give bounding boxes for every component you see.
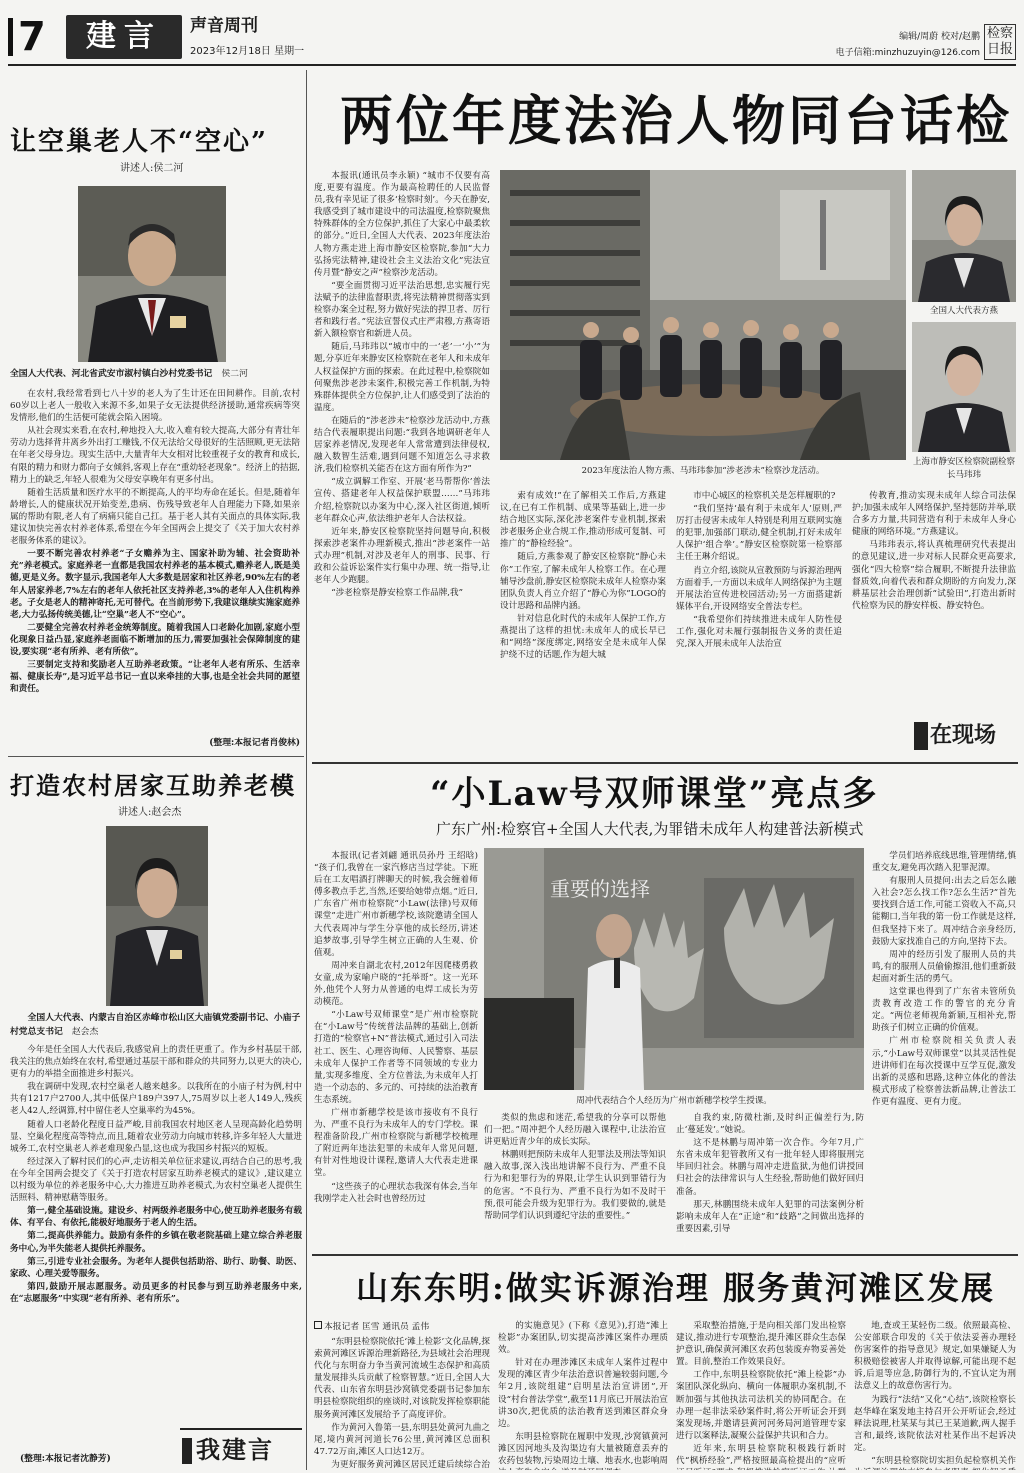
dongming-paragraph: 近年来,东明县检察院积极践行新时代“枫桥经验”,严格按照最高检提出的“应听 [676, 1443, 846, 1467]
portrait-fang-yan [912, 170, 1016, 302]
article2-portrait [106, 826, 208, 1006]
article2-point: 第二,提高供养能力。鼓励有条件的乡镇在敬老院基础上建立综合养老服务中心,为半失能老人提供托养服务。 [10, 1231, 302, 1254]
article1-paragraph: 随着生活质量和医疗水平的不断提高,人的平均寿命在延长。但是,随着年龄增长,人的健康状况开始变差,患病、伤残导致老年人自理能力下降,如果亲属的帮助有限,老人有了病痛只能自己扛。基于老人其有关面点的具体实际,我建议加快完善农村养老体系,希望在今年全国两会上提交了《关于加大农村养老服务体系的建议》。 [10, 487, 300, 547]
dongming-paragraph: 为践行“法结”又化“心结”,该院检察长赵华峰在案发地主持召开公开听证会,经过释法说理,杜某某与其已王某道歉,两人握手言和,最终,该院依法对杜某作出不起诉决定。 [854, 1394, 1016, 1453]
article2-point: 第三,引进专业社会服务。为老年人提供包括助浴、助行、助餐、助医、家政、心理关爱等服务。 [10, 1256, 302, 1279]
article1-point: 二要健全完善农村养老金统筹制度。随着我国人口老龄化加剧,家庭小型化现象日益凸显,家庭养老面临不断增加的压力,需要加强社会保障制度的建设,要实现“老有所养、老有所依”。 [10, 622, 300, 657]
column-divider [306, 70, 307, 1470]
dongming-paragraph: 东明县检察院在履职中发现,沙窝镇黄河滩区因河地头及沟渠边有大量被随意丢弃的农药包装物,污染周边土壤、地表水,也影响周 [498, 1431, 668, 1467]
dongming-paragraph: “东明县检察院依托‘滩上检影’文化品牌,探索黄河滩区诉源治理新路径,为县域社会治理现代化与东明奋力争当黄河流域生态保护和高质量发展排头兵贡献了检察智慧。”近日,全国人大代表、山东省东明县沙窝镇党委副书记参加东明县检察院组织的座谈时,对该院发挥检察职能服务黄河滩区发展给予了高度评价。 [314, 1337, 490, 1420]
lead-paragraph: “涉老检察是静安检察工作品牌,我” [331, 588, 464, 599]
lead-paragraph: “我们坚持‘最有利于未成年人’原则,严厉打击侵害未成年人特别是利用互联网实施的犯罪,加强部门联动,健全机制,打好未成年人保护‘组合拳’。”静安区检察院第一检察部主任王琳介绍说。 [676, 504, 842, 563]
caption-title: 全国人大代表、内蒙古自治区赤峰市松山区大庙镇党委副书记、小庙子村党总支书记 [10, 1013, 301, 1037]
lead-paragraph: “成立调解工作室、开展‘老马帮帮你’普法宣传、搭建老年人权益保护联盟……”马玮玮介绍,检察院以办案为中心,深入社区街道,倾听老年群众心声,依法维护老年人合法权益。 [314, 477, 490, 524]
lead-paragraph: 针对信息化时代的未成年人保护工作,方燕提出了这样的担忧:未成年人的成长早已和“网络”深度绑定,网络安全是未成年人保护绕不过的话题,作为超大城 [500, 613, 666, 661]
page-number: 7 [18, 14, 46, 60]
law-col-1 [314, 850, 478, 1250]
article2-paragraph: 今年是任全国人大代表后,我感觉肩上的责任更重了。作为乡村基层干部,我关注的焦点始终在农村,希望通过基层干部和群众的共同努力,以更大的决心,更有力的举措全面推进乡村振兴。 [10, 1045, 302, 1080]
article1-portrait [78, 186, 226, 362]
lead-title: 两位年度法治人物同台话检 [340, 90, 1012, 152]
caption-title: 全国人大代表、河北省武安市淑村镇白沙村党委书记 [10, 369, 213, 379]
masthead-rule [8, 64, 1016, 66]
law-paragraph: 周冲来自湖北农村,2012年因爬楼勇救女童,成为家喻户晓的“托举哥”。这一光环外,他凭个人努力从普通的电焊工成长为劳动模范。 [314, 960, 478, 1008]
dongming-paragraph: 地,查或王某轻伤二级。依照最高检、公安部联合印发的《关于依法妥善办理轻伤害案件的指导意见》规定,如果嫌疑人为积极赔偿被害人并取得谅解,可能出现不起诉,后退等应急,防御行为的,不宜认定为刑法意义上的故意伤害行为。 [854, 1321, 1016, 1392]
portrait2-caption: 上海市静安区检察院副检察长马玮玮 [912, 457, 1015, 480]
law-subtitle: 广东广州:检察官+全国人大代表,为罪错未成年人构建普法新模式 [436, 820, 864, 838]
law-classroom-photo [484, 848, 864, 1090]
wojianyan-banner [180, 1428, 302, 1468]
law-col-3 [676, 1112, 864, 1250]
dongming-paragraph: 工作中,东明县检察院依托“滩上检影”办案团队深化纵向、横向一体履职办案机制,不断加强与其他执法司法机关的协同配合。在办理一起非法采砂案件时,将公开听证会开到案发现场,并邀请县黄河河务局河道管理专家进行以案释法,凝聚公益保护共识和合力。 [676, 1370, 846, 1441]
divider [312, 762, 1018, 764]
law-col-4 [872, 850, 1016, 1250]
lead-photo-caption: 2023年度法治人物方燕、马玮玮参加“涉老涉未”检察沙龙活动。 [581, 466, 825, 476]
lead-paragraph: 传教育,推动实现未成年人综合司法保护;加强未成年人网络保护,坚持惩防并举,联合多方力量,共同营造有利于未成年人身心健康的网络环境。”方燕建议。 [852, 491, 1016, 538]
lead-paragraph: 本报讯(通讯员李永颖) “城市不仅要有高度,更要有温度。作为最高检聘任的人民监督员,我有幸见证了很多‘检察时刻’。今天在静安,我感受到了城市建设中的司法温度,检察院聚焦特殊群体的全方位保护,抓住了大家心中最柔软的部分。”近日,全国人大代表、2023年度法治人物方燕走进上海市静安区检察院,参加“大力弘扬宪法精神,建设社会主义法治文化”宪法宣传月暨“静安之声”检察沙龙活动。 [314, 171, 490, 278]
lead-col-3 [500, 490, 666, 762]
portrait-fang-yan-image [912, 170, 1016, 302]
lead-paragraph: 马玮玮表示,将认真梳理研究代表提出的意见建议,进一步对标人民群众更高要求,强化“四大检察”综合履职,不断提升法律监督质效,向着代表和群众期盼的方向发力,深耕基层社会治理创新“试验田”,打造出新时代检察为民的静安样板、静安特色。 [852, 540, 1016, 611]
dongming-paragraph: 作为黄河入鲁第一县,东明县处黄河九曲之尾,境内黄河河道长76公里,黄河滩区总面积47.72万亩,滩区人口达12万。 [314, 1422, 490, 1457]
article2-point: 第四,鼓励开展志愿服务。动员更多的村民参与到互助养老服务中来,在“志愿服务”中实现“老有所养、老有所乐”。 [10, 1281, 302, 1304]
law-paragraph: 那天,林鹏围绕未成年人犯罪的司法案例分析影响未成年人在“正途”和“歧路”之间做出选择的重要因素,引导 [676, 1199, 864, 1234]
law-paragraph: 周冲的经历引发了服刑人员的共鸣,有的服刑人员偷偷擦泪,他们重新鼓起面对新生活的勇气。 [872, 949, 1016, 984]
board-text: 重要的选择 [550, 877, 650, 901]
article2-point: 第一,健全基础设施。建设乡、村两级养老服务中心,使互助养老服务有载体、有平台、有依托,能极好地服务于老人的生活。 [10, 1206, 302, 1229]
lead-paragraph: 近年来,静安区检察院坚持问题导向,积极探索涉老案件办理新模式,推出“涉老案件一站式办理”机制,对涉及老年人的刑事、民事、行政和公益诉讼案件实行集中办理、统一指导,让老年人少跑腿。 [314, 526, 490, 586]
law-col-2 [484, 1112, 666, 1250]
portrait1-caption: 全国人大代表方燕 [929, 306, 998, 316]
tag-box [914, 722, 928, 750]
law-paragraph: 这不是林鹏与周冲第一次合作。今年7月,广东省未成年犯管教所又有一批年轻人即将服刑完毕回归社会。林鹏与周冲走进监狱,为他们讲授回归社会的法律常识与人生经验,帮助他们做好回归准备。 [676, 1138, 864, 1197]
law-paragraph: 林鹏则把预防未成年人犯罪法及刑法等知识融入故事,深入浅出地讲解不良行为、严重不良行为和犯罪行为的界限,让学生认识到罪错行为的危害。“不良行为、严重不良行为如不及时干预,很可能会升级为犯罪行为。我们要做的,就是帮助同学们认识到遵纪守法的重要性。” [484, 1150, 666, 1221]
divider [312, 1254, 1018, 1256]
email-line: 电子信箱:minzhuzuyin@126.com [835, 48, 980, 58]
article2-photo-caption [10, 1011, 302, 1039]
dongming-paragraph: 针对在办理涉滩区未成年人案件过程中发现的滩区青少年法治意识普遍较弱问题,今年2月,该院组建“启明星法治宣讲团”,开设“村台普法学堂”,截至11月底已开展法治宣讲30次,把优质的法治教育送到滩区群众身边。 [498, 1358, 668, 1429]
salon-event-image [500, 170, 906, 460]
article1-paragraph: 从社会现实来看,在农村,种地投入大,收入难有较大提高,大部分有青壮年劳动力选择背井离乡外出打工赚钱,不仅无法给父母很好的生活照顾,更无法陪在年老父母身边。现实生活中,大量青年大女相对比较重视子女的教育和成长,有限的精力和财力都向子女倾斜,客观上存在“重幼轻老现象”。经济上的拮据,精力上的缺乏,年轻人很难为父母安享晚年有更多付出。 [10, 426, 300, 485]
byline-text: 本报记者 匡雪 通讯员 孟伟 [324, 1322, 430, 1332]
law-paragraph: “小Law号双师课堂”是广州市检察院在“小Law号”传统普法品牌的基础上,创新打造的“检察官+N”普法模式,通过引入司法社工、医生、心理咨询师、人民警察、基层未成年人保护工作者等不同领域的专业力量,实现多维度、全方位普法,为未成年人打造一个动态的、多元的、可持续的法治教育生态系统。 [314, 1010, 478, 1105]
law-title: “小Law号双师课堂”亮点多 [430, 774, 879, 814]
caption-name: 赵会杰 [71, 1027, 99, 1037]
publication-name: 声音周刊 [190, 16, 258, 36]
article1-title: 让空巢老人不“空心” [10, 127, 268, 157]
article2-paragraph: 我在调研中发现,农村空巢老人越来越多。以我所在的小庙子村为例,村中共有1217户2700人,其中低保户189户397人,75周岁以上老人149人,残疾老人42人,经调算,村中留住老人空巢率约为45%。 [10, 1082, 302, 1117]
masthead [0, 0, 1024, 70]
dongming-paragraph: 为更好服务黄河滩区居民迁建后续综合治 [331, 1459, 490, 1470]
article1-paragraph: 在农村,我经常看到七八十岁的老人为了生计还在田间耕作。目前,农村60岁以上老人一般收入来源不多,如果子女无法提供经济援助,通常疾病等突发情形,他们的生活便可能就会陷入困境。 [10, 389, 300, 424]
lead-col-1 [314, 170, 490, 762]
editors-line: 编辑/周蔚 校对/赵鹏 [899, 32, 980, 42]
law-paragraph: “这些孩子的心理状态我深有体会,当年我刚学走入社会时也曾经历过 [314, 1181, 478, 1204]
portrait-ma-weiwei-image [912, 322, 1016, 452]
lead-paragraph: 在随后的“涉老涉未”检察沙龙活动中,方燕结合代表履职提出问题:“我到各地调研老年人居家养老情况,发现老年人常常遭到法律侵权,融入数智生活难,遇到问题不知道怎么寻求救济,我们检察机关能否在这方面有所作为?” [314, 415, 490, 475]
lead-col-5 [852, 490, 1016, 712]
portrait-ma-weiwei [912, 322, 1016, 452]
article1-point: 三要制定支持和奖励老人互助养老政策。“让老年人老有所乐、生活幸福、健康长寿”,是习近平总书记一直以来牵挂的大事,也是全社会共同的愿望和责任。 [10, 660, 300, 695]
dongming-col-4 [854, 1320, 1016, 1470]
dongming-col-1 [314, 1336, 490, 1470]
zaixianchang-tag [912, 718, 1016, 754]
logo-text: 检察日报 [986, 26, 1013, 57]
dongming-paragraph: 的实施意见》(下称《意见》),打造“滩上检影”办案团队,切实提高涉滩区案件办理质效。 [498, 1321, 668, 1356]
lead-paragraph: “要全面贯彻习近平法治思想,忠实履行宪法赋予的法律监督职责,将宪法精神贯彻落实到检察办案全过程,努力做好宪法的捍卫者、厉行者和践行者。”宪法宣誓仪式庄严肃穆,方燕寄语新入额检察官和新进人员。 [314, 280, 490, 340]
caption-name: 侯二河 [221, 369, 248, 379]
dongming-paragraph: “东明县检察院切实担负起检察机关作 [871, 1456, 1016, 1467]
section-label: 建言 [66, 15, 182, 59]
article2-body [10, 1044, 302, 1428]
banner-mark [182, 1438, 192, 1464]
lead-paragraph: 随后,方燕参观了静安区检察院“静心未你”工作室,了解未成年人检察工作。在心理辅导沙盘前,静安区检察院未成年人检察办案团队负责人肖立介绍了“静心为你”LOGO的设计思路和品牌内涵。 [500, 552, 666, 611]
publication-date: 2023年12月18日 星期一 [190, 46, 305, 57]
law-paragraph: 有服刑人员提问:出去之后怎么融入社会?怎么找工作?怎么生活?”首先要找到合适工作,可能工资收入不高,只能糊口,当年我的第一份工作就是这样,但我坚持下来了。周冲结合亲身经历,鼓励大家找准自己的方向,坚持下去。 [872, 876, 1016, 947]
law-paragraph: 学员们培养底线思维,管理情绪,慎重交友,避免再次踏入犯罪泥潭。 [872, 851, 1016, 874]
article1-photo-caption [10, 367, 300, 381]
law-paragraph: 广州市新穗学校是该市接收有不良行为、严重不良行为未成年人的专门学校。课程准备阶段,广州市检察院与新穗学校梳理了附近两年违法犯罪的未成年人常见问题,有针对性地设计课程,邀请人大代表走进课堂。 [314, 1107, 478, 1179]
law-photo-caption: 周冲代表结合个人经历为广州市新穗学校学生授课。 [576, 1096, 772, 1106]
divider [8, 756, 304, 757]
lead-col-4 [676, 490, 842, 762]
lead-paragraph: 肖立介绍,该院从宣教预防与诉源治理两方面着手,一方面以未成年人网络保护为主题开展法治宣传进校园活动;另一方面搭建新媒体平台,开设网络安全普法专栏。 [676, 565, 842, 612]
lead-paragraph: 索有成效!”在了解相关工作后,方燕建议,在已有工作机制、成果等基础上,进一步结合地区实际,深化涉老案件专业机制,探索涉老服务企业合规工作,推动形成可复制、可推广的“静检经验”。 [500, 491, 666, 550]
lead-event-photo [500, 170, 906, 460]
article1-body [10, 388, 300, 736]
article2-title: 打造农村居家互助养老模 [10, 771, 296, 800]
banner-text: 我建言 [196, 1436, 274, 1464]
tag-text: 在现场 [930, 723, 997, 748]
article2-speaker: 讲述人:赵会杰 [118, 807, 182, 818]
portrait-hou-erhe [78, 186, 226, 362]
lead-paragraph: “我希望你们持续推进未成年人防性侵工作,强化对未履行强制报告义务的责任追究,深入开展未成年人法治宣 [676, 614, 842, 650]
article1-point: 一要不断完善农村养老“子女赡养为主、国家补助为辅、社会资助补充”养老模式。家庭养老一直都是我国农村养老的基本模式,赡养老人,既是美德,更是义务。数字显示,我国老年人大多数是居家和社区养老,90%左右的老年人居家养老,7%左右的老年人依托社区支持养老,3%的老年人入住机构养老。子女是老人的精神寄托,无可替代。在当前形势下,我建议继续实施家庭养老,大力弘扬传统美德,让“空巢”老人不“空心”。 [10, 549, 300, 620]
lead-paragraph: 随后,马玮玮以“城市中的一‘老’一‘小’”为题,分享近年来静安区检察院在老年人和未成年人权益保护方面的探索。在此过程中,检察院如何聚焦涉老涉未案件,积极完善工作机制,为特殊群体提供全方位保护,让人们感受到了法治的温度。 [314, 342, 490, 413]
lead-paragraph: 市中心城区的检察机关是怎样履职的? [693, 491, 836, 501]
dongming-byline [314, 1320, 490, 1334]
article2-credit: (整理:本报记者沈静芳) [20, 1454, 111, 1464]
law-paragraph: 自我约束,防微杜渐,及时纠正偏差行为,防止‘蔓延发’。”她说。 [676, 1113, 864, 1136]
article1-speaker: 讲述人:侯二河 [120, 163, 184, 174]
law-paragraph: 本报讯(记者刘翩 通讯员孙丹 王绍晗) “孩子们,我曾在一家汽修店当过学徒。下班后在工友唱酒打牌聊天的时候,我会缠着师傅多教点手艺,当然,还要给她带点烟。”近日,广东省广州市检察院“小Law(法律)号双师课堂”走进广州市新穗学校,该院邀请全国人大代表周冲与学生分享他的成长经历,讲述追梦故事,引导学生树立正确的人生观、价值观。 [314, 851, 478, 958]
portrait-zhao-huijie [106, 826, 208, 1006]
law-paragraph: 类似的焦虑和迷茫,希望我的分享可以帮他们一把。”周冲把个人经历融入课程中,让法治宣讲更贴近青少年的成长实际。 [484, 1113, 666, 1148]
article2-paragraph: 随着人口老龄化程度日益严峻,目前我国农村地区老人呈现高龄化趋势明显、空巢化程度高等特点,而且,随着农业劳动力向城市转移,许多年轻人大量进城务工,农村空巢老人养老难现象凸显,这也成为我国乡村振兴的短板。 [10, 1119, 302, 1154]
dongming-col-2 [498, 1320, 668, 1470]
dongming-paragraph: 采取整治措施,于是向相关部门发出检察建议,推动进行专项整治,提升滩区群众生态保护意识,确保黄河滩区农药包装废弃物妥善处置。目前,整治工作效果良好。 [676, 1321, 846, 1368]
dongming-col-3 [676, 1320, 846, 1470]
page-number-bar [8, 18, 13, 56]
article1-credit: (整理:本报记者肖俊林) [209, 738, 300, 748]
law-paragraph: 这堂课也得到了广东省未管所负责教育改造工作的警官的充分肯定。“两位老师视角新颖,互相补充,帮助孩子们树立正确的价值观。 [872, 987, 1016, 1034]
dongming-title: 山东东明:做实诉源治理 服务黄河滩区发展 [356, 1269, 995, 1307]
byline-box-icon [314, 1321, 322, 1329]
article2-paragraph: 经过深入了解村民们的心声,走访相关单位征求建议,再结合自己的思考,我在今年全国两会提交了《关于打造农村居家互助养老模式的建议》,建议建立以村级为单位的养老服务中心,大力推进互助养老模式,为农村空巢老人提供生活照料、精神慰藉等服务。 [10, 1156, 302, 1204]
logo [984, 24, 1016, 60]
law-paragraph: 广州市检察院相关负责人表示,“小Law号双师课堂”以其灵活性促进讲师们在每次授课中互学互促,激发出新的灵感和思路,这种立体化的普法模式形成了检察普法新品牌,让普法工作更有温度、更有力度。 [872, 1036, 1016, 1107]
